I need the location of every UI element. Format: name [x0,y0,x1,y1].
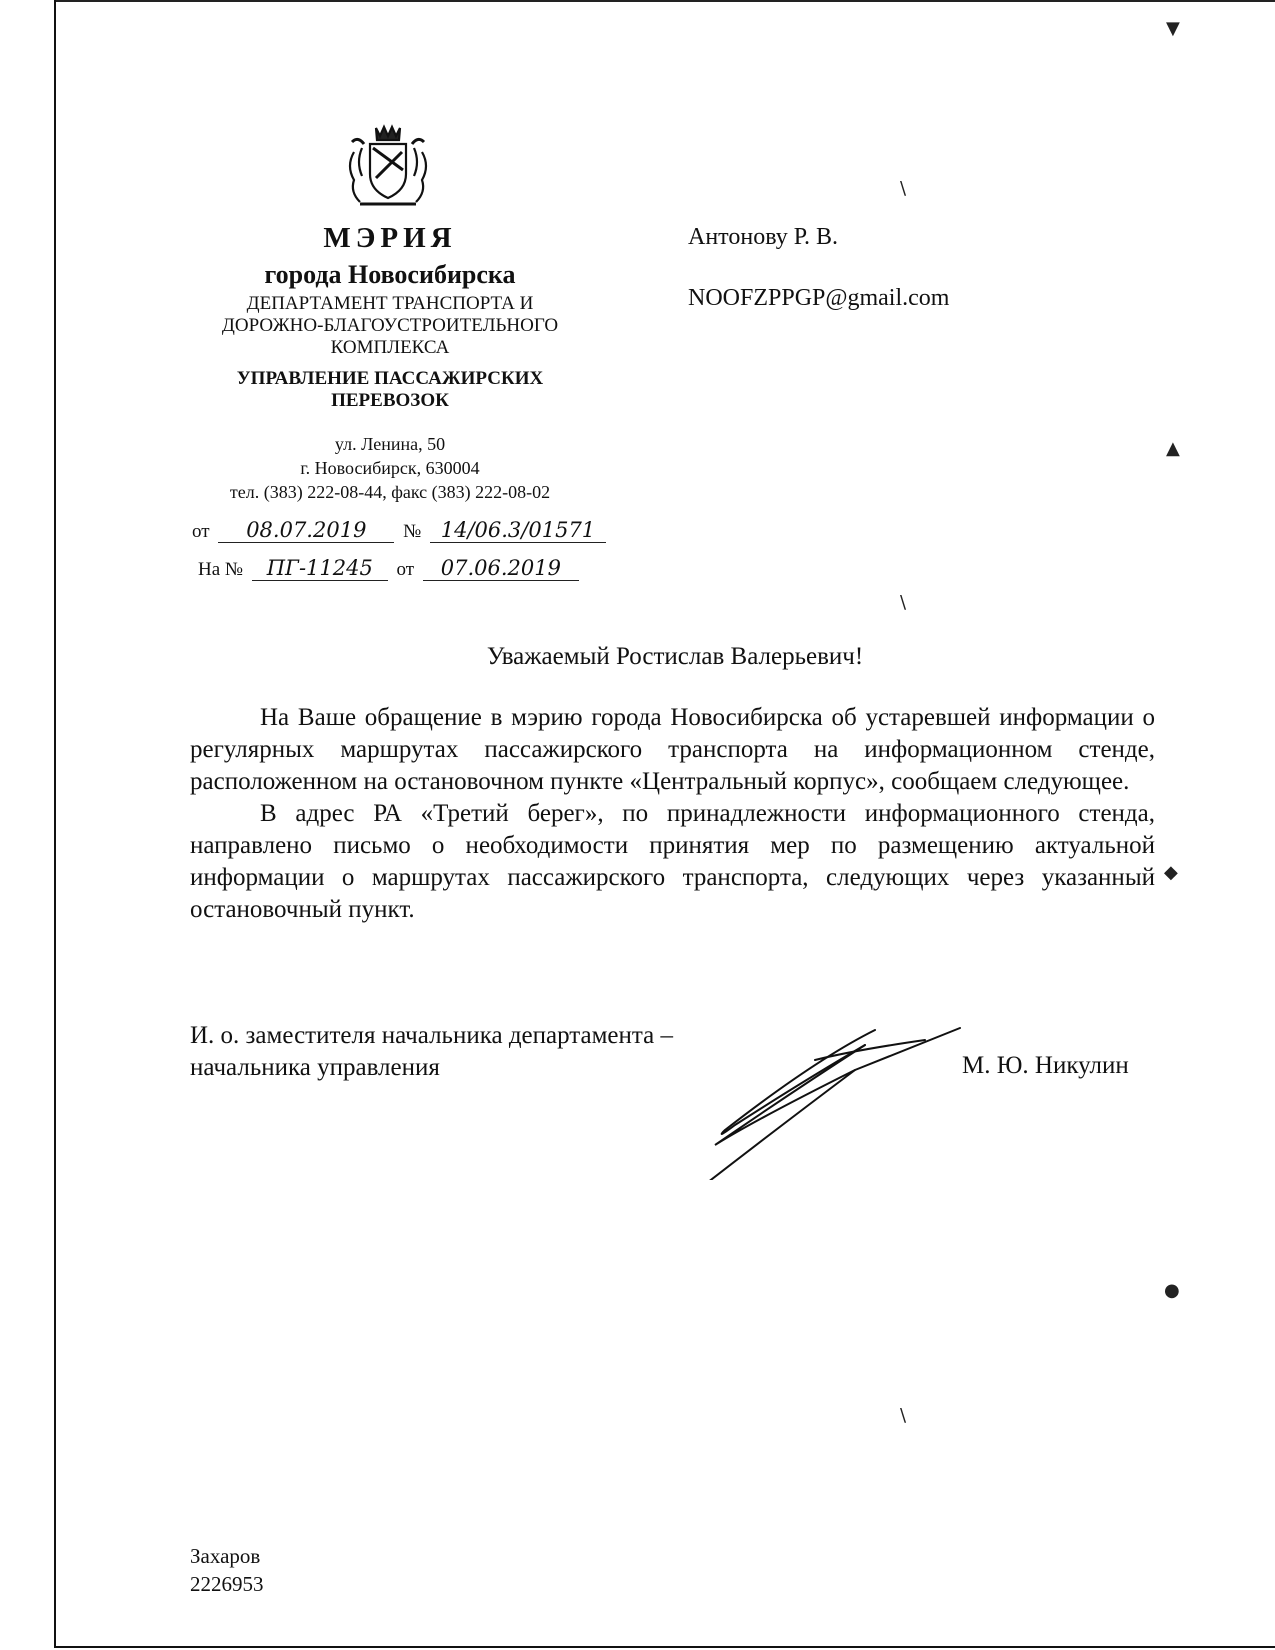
scan-mark: \ [900,1405,907,1426]
address-line: г. Новосибирск, 630004 [300,458,480,478]
administration-name [180,368,600,412]
number-label: № [403,521,422,542]
scan-mark: ▼ [1166,18,1180,39]
administration-line: УПРАВЛЕНИЕ ПАССАЖИРСКИХ [236,368,544,389]
executor-name: Захаров [190,1544,261,1568]
registration-number: 14/06.3/01571 [430,518,606,543]
signer-name: М. Ю. Никулин [962,1052,1129,1079]
department-name [180,293,600,359]
reference-label: На № [198,559,244,580]
executor-phone: 2226953 [190,1572,264,1596]
date-label: от [192,521,210,542]
salutation: Уважаемый Ростислав Валерьевич! [486,643,864,670]
signer-title-line: И. о. заместителя начальника департамента – [190,1022,673,1049]
body-paragraph: В адрес РА «Третий берег», по принадлежности информационного стенда, направлено письмо о необходимости принятия мер по размещению актуальной информации о маршрутах пассажирского транспорта, следующих через указанный остановочный пункт. [190,800,1155,923]
scan-mark: \ [900,178,907,199]
registration-row [192,518,610,543]
scan-edge-left [54,0,56,1648]
reference-row [198,556,583,581]
scan-mark: ◆ [1164,862,1178,883]
reference-date: 07.06.2019 [423,556,579,581]
executor-info [190,1542,264,1598]
department-line: ДОРОЖНО-БЛАГОУСТРОИТЕЛЬНОГО [221,315,559,336]
scan-mark: \ [900,592,907,613]
letter-body [190,702,1155,926]
signer-title [190,1020,673,1084]
address-line: ул. Ленина, 50 [334,434,446,454]
coat-of-arms-icon [340,122,436,212]
org-subtitle: города Новосибирска [264,260,516,289]
scan-edge-top [54,0,1275,2]
scan-mark: ● [1164,1280,1180,1301]
scan-mark: ▲ [1166,438,1180,459]
reference-date-label: от [396,559,415,580]
org-address [180,432,600,504]
org-title: МЭРИЯ [323,222,457,254]
recipient-name: Антонову Р. В. [688,224,839,250]
reference-number: ПГ-11245 [252,556,388,581]
body-paragraph: На Ваше обращение в мэрию города Новосибирска об устаревшей информации о регулярных маршрутах пассажирского транспорта на информационном стенде, расположенном на остановочном пункте «Центральный корпус», сообщаем следующее. [190,704,1155,795]
administration-line: ПЕРЕВОЗОК [331,390,449,411]
handwritten-signature [695,1020,975,1180]
signer-title-line: начальника управления [190,1054,440,1081]
scan-edge-bottom [54,1646,1275,1648]
address-line: тел. (383) 222-08-44, факс (383) 222-08-02 [229,482,551,502]
recipient-email: NOOFZPPGP@gmail.com [688,285,950,311]
registration-date: 08.07.2019 [218,518,394,543]
department-line: ДЕПАРТАМЕНТ ТРАНСПОРТА И [246,293,534,314]
department-line: КОМПЛЕКСА [330,337,450,358]
